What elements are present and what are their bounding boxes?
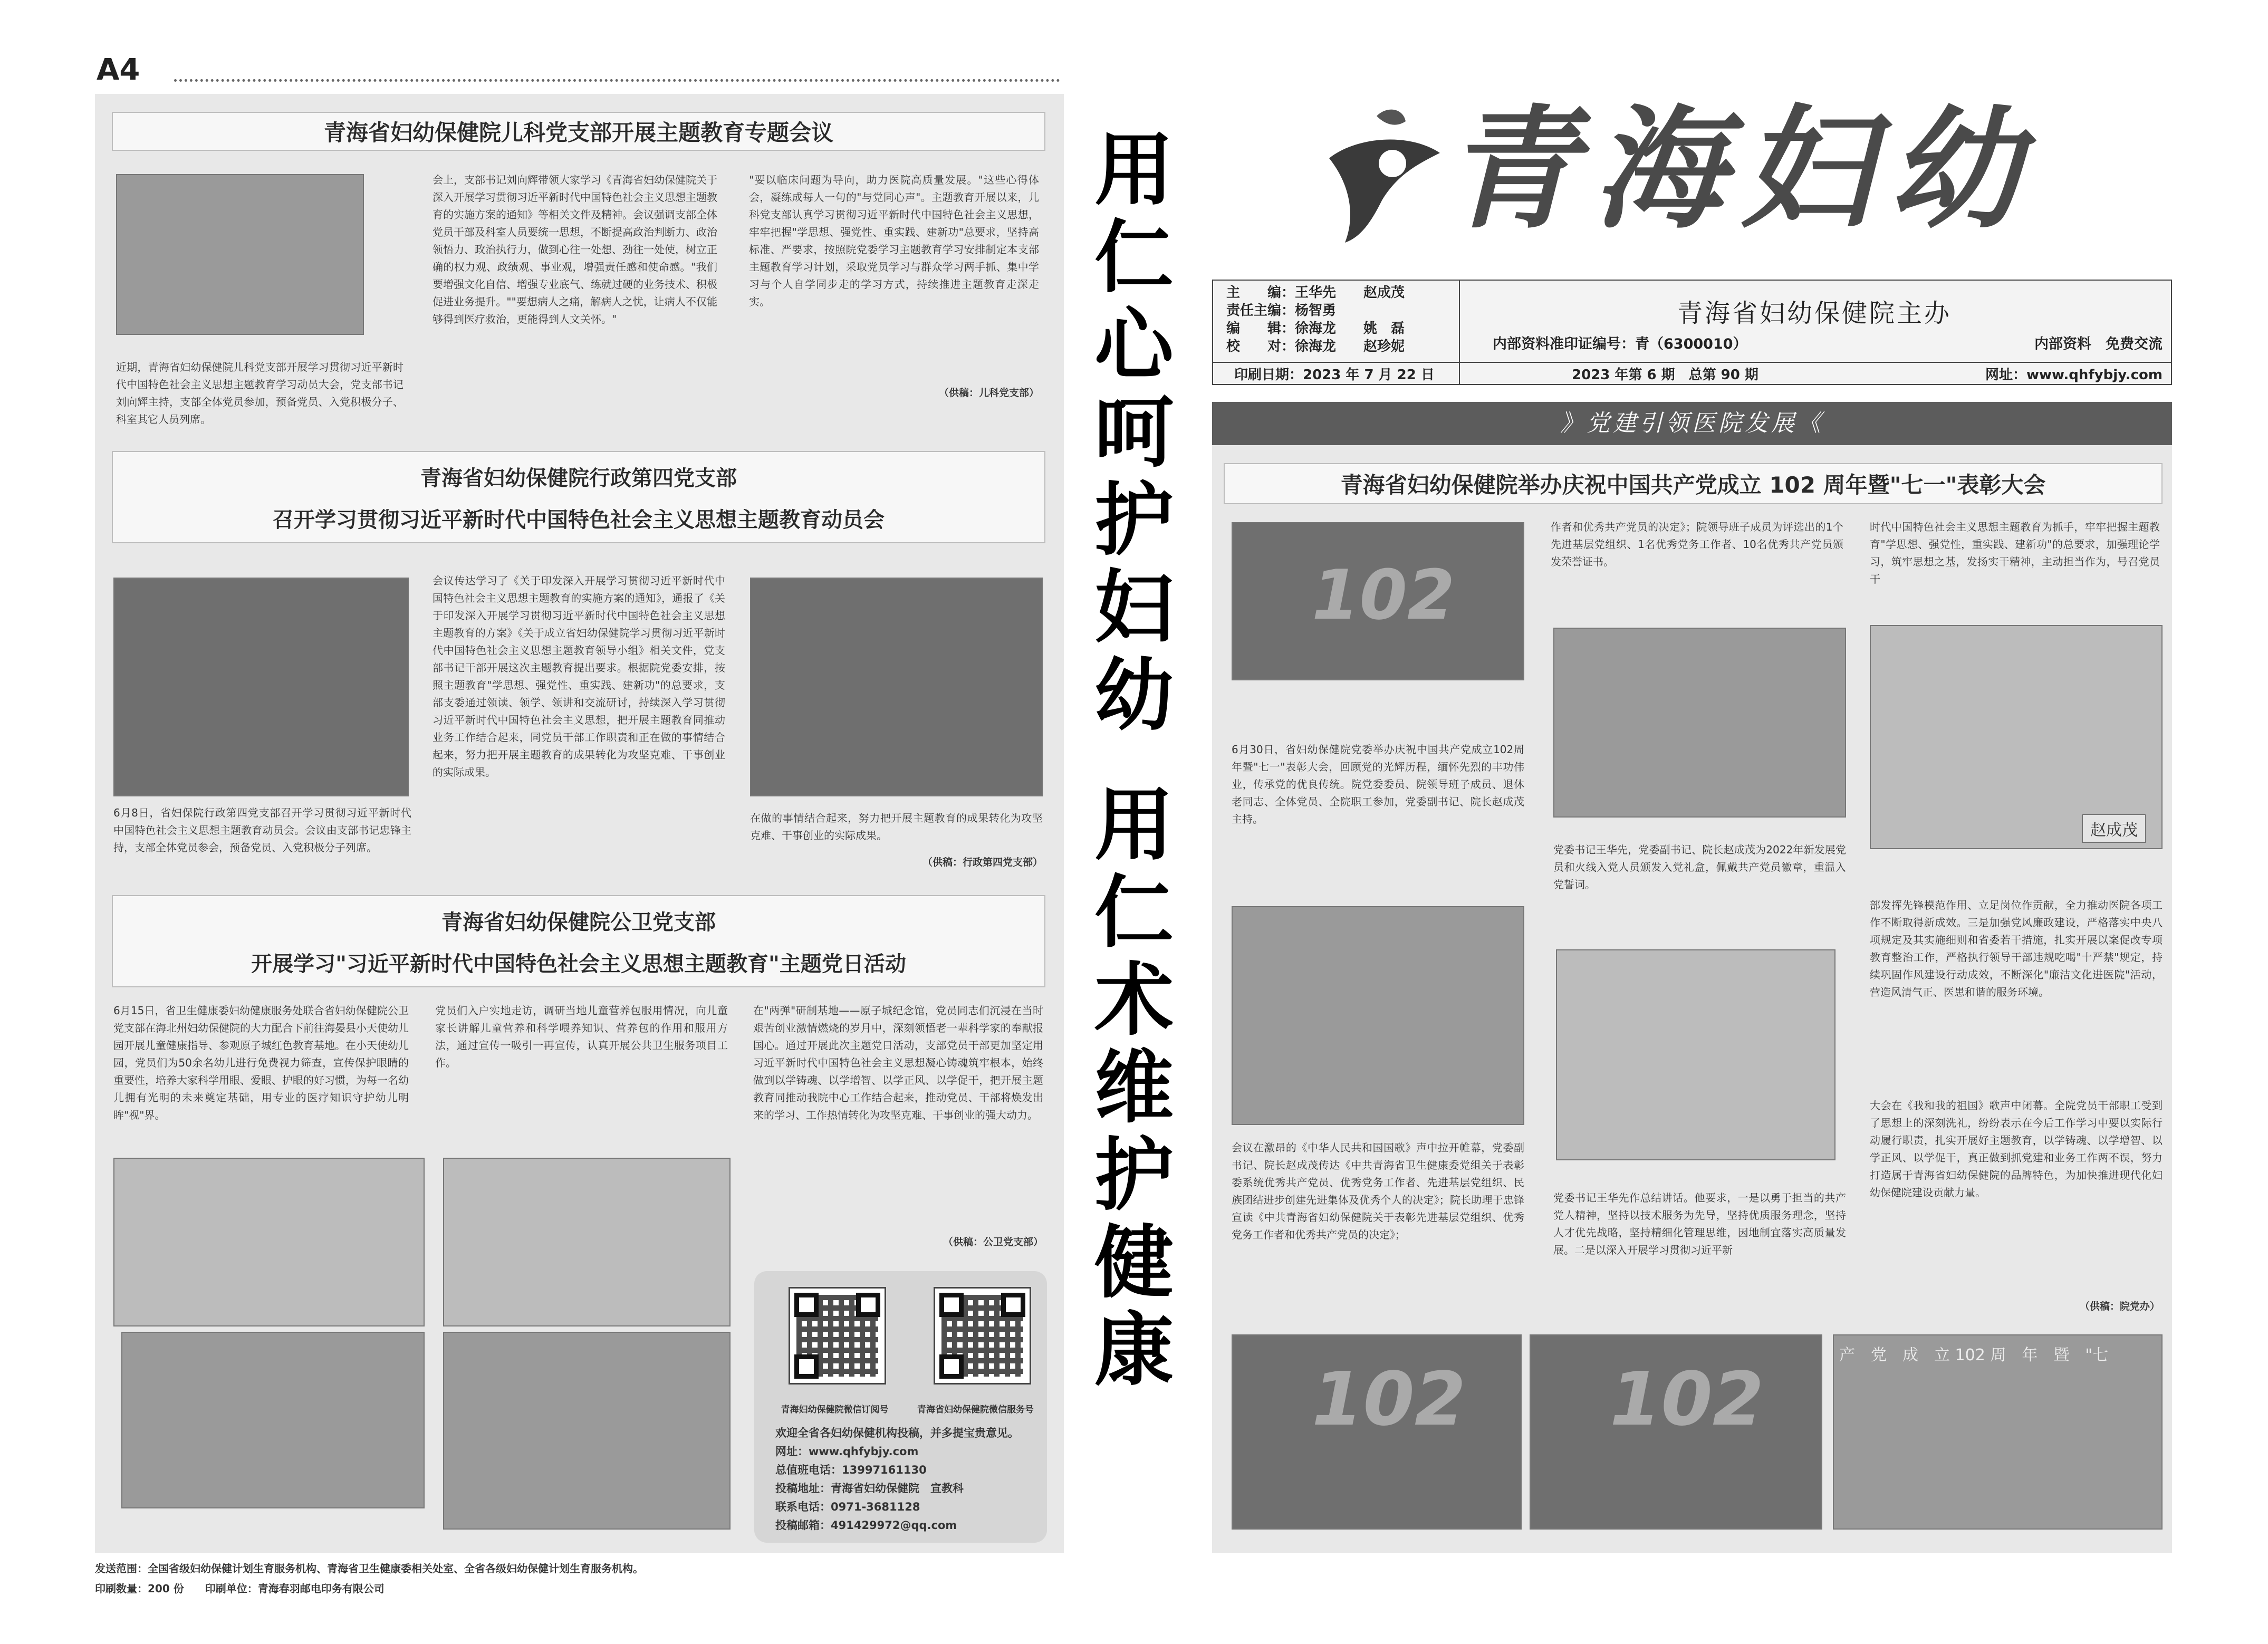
qr-code-service[interactable] <box>934 1287 1031 1385</box>
right-col2-para1: 作者和优秀共产党员的决定》；院领导班子成员为评选出的1个先进基层党组织、1名优秀党务工作者、10名优秀共产党员颁发荣誉证书。 <box>1551 521 1843 568</box>
qr-finder <box>794 1354 819 1379</box>
stage-number-text: 102 <box>1610 1357 1764 1443</box>
masthead-sponsor: 青海省妇幼保健院主办 <box>1677 299 1952 328</box>
contact-website: 网址：www.qhfybjy.com <box>775 1445 919 1458</box>
slogan-char: 护 <box>1094 475 1174 566</box>
logo-calligraphy: 青海妇幼 <box>1445 91 2036 246</box>
slogan-char: 仁 <box>1094 867 1174 959</box>
masthead-logo <box>1313 79 2157 258</box>
article2-title-line2: 召开学习贯彻习近平新时代中国特色社会主义思想主题教育动员会 <box>273 507 885 532</box>
right-credit: （供稿：院党办） <box>2079 1301 2160 1312</box>
article3-title-line1: 青海省妇幼保健院公卫党支部 <box>441 910 716 935</box>
qr-finder <box>939 1354 964 1379</box>
contact-email: 投稿邮箱：491429972@qq.com <box>775 1519 957 1532</box>
qr-finder <box>794 1293 819 1317</box>
article1-title: 青海省妇幼保健院儿科党支部开展主题教育专题会议 <box>112 112 1045 151</box>
qr-finder <box>1001 1293 1025 1317</box>
slogan-char: 康 <box>1094 1305 1174 1397</box>
qr-code-subscription[interactable] <box>789 1287 886 1385</box>
article3-col1: 6月15日，省卫生健康委妇幼健康服务处联合省妇幼保健院公卫党支部在海北州妇幼保健院的大力配合下前往海晏县小天使幼儿园开展儿童健康指导、参观原子城红色教育基地。在小天使幼儿园，党员们为50余名幼儿进行免费视力筛查，宣传保护眼睛的重要性，培养大家科学用眼、爱眼、护眼的好习惯，为每一名幼儿拥有光明的未来奠定基础，用专业的医疗知识守护幼儿明眸"视"界。 <box>113 1004 409 1121</box>
article2-title-line1: 青海省妇幼保健院行政第四党支部 <box>420 465 737 491</box>
stage-number-text: 102 <box>1312 1357 1466 1443</box>
article2-photo-right <box>750 578 1043 796</box>
right-bottom-photo-3 <box>1833 1334 2163 1530</box>
contact-welcome: 欢迎全省各妇幼保健机构投稿，并多提宝贵意见。 <box>775 1427 1019 1439</box>
masthead-issue: 2023 年第 6 期 总第 90 期 <box>1572 367 1758 383</box>
right-photo-oath <box>1553 628 1846 818</box>
right-photo-audience <box>1232 906 1524 1125</box>
staff-row: 责任主编：杨智勇 <box>1226 303 1337 319</box>
right-photo-secretary <box>1870 625 2163 849</box>
right-col2-para2: 党委书记王华先，党委副书记、院长赵成茂为2022年新发展党员和火线入党人员颁发入党礼盒，佩戴共产党员徽章，重温入党誓词。 <box>1553 843 1846 891</box>
qr-finder <box>939 1293 964 1317</box>
right-col1-para1: 6月30日，省妇幼保健院党委举办庆祝中国共产党成立102周年暨"七一"表彰大会，回顾党的光辉历程，缅怀先烈的丰功伟业，传承党的优良传统。院党委委员、院领导班子成员、退休老同志、全体党员、全院职工参加，党委副书记、院长赵成茂主持。 <box>1232 743 1524 825</box>
qr-label-service: 青海省妇幼保健院微信服务号 <box>917 1405 1034 1415</box>
right-article-title: 青海省妇幼保健院举办庆祝中国共产党成立 102 周年暨"七一"表彰大会 <box>1224 463 2163 504</box>
article3-credit: （供稿：公卫党支部） <box>943 1236 1043 1248</box>
logo-emblem-icon <box>1313 95 1450 253</box>
banner-text: 产 党 成 立 102 周 年 暨 "七 <box>1839 1346 2109 1364</box>
slogan-char: 呵 <box>1094 387 1174 479</box>
slogan-char: 心 <box>1094 300 1174 391</box>
slogan-char: 用 <box>1094 124 1174 216</box>
article1-col2: 会上，支部书记刘向辉带领大家学习《青海省妇幼保健院关于深入开展学习贯彻习近平新时代中国特色社会主义思想主题教育的实施方案的通知》等相关文件及精神。会议强调支部全体党员干部及科室人员要统一思想，不断提高政治判断力、政治领悟力、政治执行力，做到心往一处想、劲往一处使，树立正确的权力观、政绩观、事业观，增强责任感和使命感。"我们要增强文化自信、增强专业底气、练就过硬的业务技术、积极促进业务提升。""要想病人之痛，解病人之忧，让病人不仅能够得到医疗救治，更能得到人文关怀。" <box>433 174 717 325</box>
section-banner: 》党建引领医院发展《 <box>1212 402 2172 445</box>
article1-col3: "要以临床问题为导向，助力医院高质量发展。"这些心得体会，凝练成每人一句的"与党同心声"。主题教育开展以来，儿科党支部认真学习贯彻习近平新时代中国特色社会主义思想，牢牢把握"学思想、强党性、重实践、建新功"总要求，坚持高标准、严要求，按照院党委学习主题教育学习安排制定本支部主题教育学习计划，采取党员学习与群众学习两手抓、集中学习与个人自学同步走的学习方式，持续推进主题教育走深走实。 <box>749 174 1039 308</box>
masthead-internal: 内部资料 免费交流 <box>2034 336 2163 352</box>
right-bottom-photo-2 <box>1530 1334 1822 1530</box>
right-bottom-photo-1 <box>1232 1334 1522 1530</box>
article3-title <box>112 895 1045 987</box>
article3-col3: 在"两弹"研制基地——原子城纪念馆，党员同志们沉浸在当时艰苦创业激情燃烧的岁月中，深刻领悟老一辈科学家的奉献报国心。通过开展此次主题党日活动，支部党员干部更加坚定用习近平新时代中国特色社会主义思想凝心铸魂筑牢根本，始终做到以学铸魂、以学增智、以学正风、以学促干，把开展主题教育同推动我院中心工作结合起来，推动党员、干部将焕发出来的学习、工作热情转化为攻坚克难、干事创业的强大动力。 <box>753 1004 1043 1121</box>
nameplate-text: 赵成茂 <box>2082 814 2146 843</box>
article3-photo-3 <box>121 1332 425 1508</box>
slogan-char: 护 <box>1094 1130 1174 1222</box>
slogan-char: 维 <box>1094 1042 1174 1134</box>
slogan-char: 幼 <box>1094 650 1174 742</box>
qr-finder <box>856 1293 880 1317</box>
right-photo-speaker <box>1556 949 1835 1160</box>
staff-row: 主 编：王华先 赵成茂 <box>1226 285 1405 301</box>
right-col2-para3: 党委书记王华先作总结讲话。他要求，一是以勇于担当的共产党人精神，坚持以技术服务为先导，坚持优质服务理念，坚持人才优先战略，坚持精细化管理思维，因地制宜落实高质量发展。二是以深入开展学习贯彻习近平新 <box>1553 1191 1846 1256</box>
slogan-char: 用 <box>1094 780 1174 871</box>
masthead-permit: 内部资料准印证编号：青（6300010） <box>1493 336 1747 352</box>
staff-row: 校 对：徐海龙 赵珍妮 <box>1226 339 1405 354</box>
article2-title <box>112 451 1045 543</box>
article1-photo <box>116 174 364 335</box>
vertical-slogan <box>1076 124 1192 1477</box>
article2-col2: 会议传达学习了《关于印发深入开展学习贯彻习近平新时代中国特色社会主义思想主题教育的实施方案的通知》，通报了《关于印发深入开展学习贯彻习近平新时代中国特色社会主义思想主题教育的方案》《关于成立省妇幼保健院学习贯彻习近平新时代中国特色社会主义思想主题教育领导小组》相关文件，党支部书记干部开展这次主题教育提出要求。根据院党委安排，按照主题教育"学思想、强党性、重实践、建新功"的总要求，支部支委通过领读、领学、领讲和交流研讨，持续深入学习贯彻习近平新时代中国特色社会主义思想，把开展主题教育同推动业务工作结合起来，同党员干部工作职责和正在做的事情结合起来，努力把开展主题教育的成果转化为攻坚克难、干事创业的实际成果。 <box>433 574 725 778</box>
article1-credit: （供稿：儿科党支部） <box>938 387 1039 399</box>
right-col3-para3: 大会在《我和我的祖国》歌声中闭幕。全院党员干部职工受到了思想上的深刻洗礼，纷纷表示在今后工作学习中要以实际行动履行职责，扎实开展好主题教育，以学铸魂、以学增智、以学正风、以学促干，真正做到抓党建和业务工作两不误，努力打造属于青海省妇幼保健院的品牌特色，为加快推进现代化妇幼保健院建设贡献力量。 <box>1870 1099 2163 1199</box>
footer-line2: 印刷数量：200 份 印刷单位：青海春羽邮电印务有限公司 <box>95 1582 385 1595</box>
article3-photo-2 <box>443 1158 731 1326</box>
article3-photo-4 <box>443 1332 731 1530</box>
masthead-website: 网址：www.qhfybjy.com <box>1985 367 2163 383</box>
article3-col2: 党员们入户实地走访，调研当地儿童营养包服用情况，向儿童家长讲解儿童营养和科学喂养知识、营养包的作用和服用方法，通过宣传一吸引一再宣传，认真开展公共卫生服务项目工作。 <box>435 1004 728 1069</box>
footer-line1: 发送范围：全国省级妇幼保健计划生育服务机构、青海省卫生健康委相关处室、全省各级妇幼保健计划生育服务机构。 <box>95 1562 643 1575</box>
slogan-char: 妇 <box>1094 562 1174 654</box>
article2-col3: 在做的事情结合起来，努力把开展主题教育的成果转化为攻坚克难、干事创业的实际成果。 <box>750 812 1043 842</box>
article2-credit: （供稿：行政第四党支部） <box>922 857 1043 868</box>
contact-info <box>775 1424 1044 1535</box>
article2-photo-left <box>113 578 409 796</box>
contact-phone: 联系电话：0971-3681128 <box>775 1501 920 1513</box>
article2-col1: 6月8日，省妇保院行政第四党支部召开学习贯彻习近平新时代中国特色社会主义思想主题教育动员会。会议由支部书记忠锋主持，支部全体党员参会，预备党员、入党积极分子列席。 <box>113 806 411 854</box>
page-label: A4 <box>97 53 140 87</box>
slogan-char: 健 <box>1094 1217 1174 1309</box>
right-col3-para1: 时代中国特色社会主义思想主题教育为抓手，牢牢把握主题教育"学思想、强党性，重实践、建新功"的总要求，加强理论学习，筑牢思想之基，发扬实干精神，主动担当作为，号召党员干 <box>1870 521 2160 585</box>
article3-title-line2: 开展学习"习近平新时代中国特色社会主义思想主题教育"主题党日活动 <box>251 951 906 976</box>
right-col3-para2: 部发挥先锋模范作用、立足岗位作贡献，全力推动医院各项工作不断取得新成效。三是加强党风廉政建设，严格落实中央八项规定及其实施细则和省委若干措施，扎实开展以案促改专项教育整治工作，严格执行领导干部违规吃喝"十严禁"规定，持续巩固作风建设行动成效，不断深化"廉洁文化进医院"活动，营造风清气正、医患和谐的服务环境。 <box>1870 899 2163 998</box>
top-dotted-rule <box>174 79 1060 82</box>
slogan-char: 仁 <box>1094 212 1174 304</box>
article3-photo-1 <box>113 1158 425 1326</box>
right-photo-stage <box>1232 522 1524 680</box>
staff-row: 编 辑：徐海龙 姚 磊 <box>1226 321 1405 337</box>
contact-hotline: 总值班电话：13997161130 <box>775 1464 927 1476</box>
right-col1-para2: 会议在激昂的《中华人民共和国国歌》声中拉开帷幕，党委副书记、院长赵成茂传达《中共青海省卫生健康委党组关于表彰委系统优秀共产党员、优秀党务工作者、先进基层党组织、民族团结进步创建先进集体及优秀个人的决定》；院长助理于忠锋宣读《中共青海省妇幼保健院关于表彰先进基层党组织、优秀党务工作者和优秀共产党员的决定》； <box>1232 1141 1524 1241</box>
slogan-char: 术 <box>1094 955 1174 1046</box>
masthead-staff-list <box>1226 284 1458 355</box>
stage-number-text: 102 <box>1312 555 1455 635</box>
qr-label-subscription: 青海妇幼保健院微信订阅号 <box>781 1405 889 1415</box>
masthead-print-date: 印刷日期：2023 年 7 月 22 日 <box>1234 367 1435 383</box>
article1-col1: 近期，青海省妇幼保健院儿科党支部开展学习贯彻习近平新时代中国特色社会主义思想主题教育学习动员大会，党支部书记刘向辉主持，支部全体党员参加，预备党员、入党积极分子、科室其它人员列席。 <box>116 361 403 426</box>
contact-address: 投稿地址：青海省妇幼保健院 宣教科 <box>775 1482 964 1495</box>
